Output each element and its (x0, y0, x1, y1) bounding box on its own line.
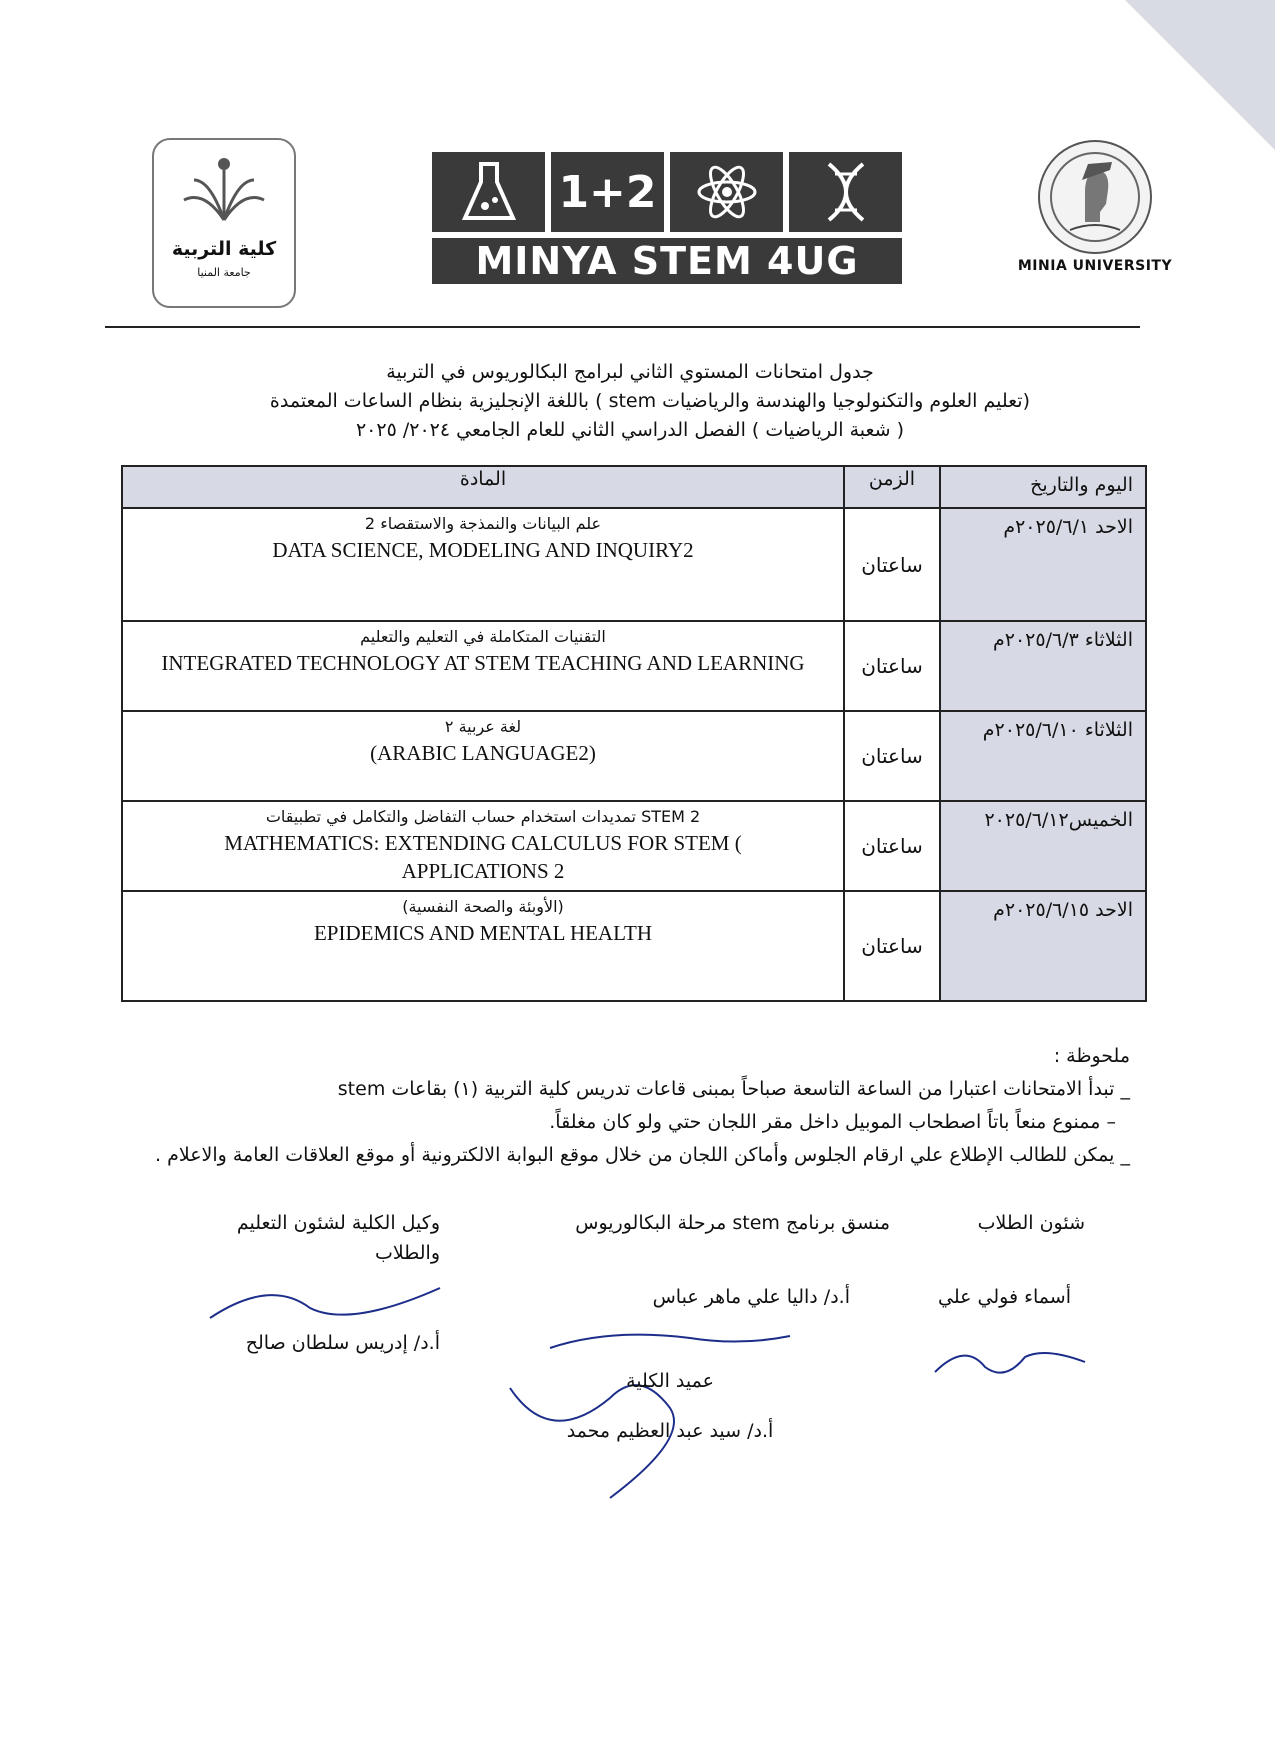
subject-english: MATHEMATICS: EXTENDING CALCULUS FOR STEM ( APPLICATIONS 2 (224, 831, 742, 883)
signature-name: أ.د/ داليا علي ماهر عباس (652, 1286, 850, 1308)
signature-coordinator (490, 1208, 890, 1312)
subject-english: INTEGRATED TECHNOLOGY AT STEM TEACHING AND LEARNING (161, 651, 805, 675)
atom-icon (670, 152, 783, 232)
subject-cell (122, 621, 844, 711)
signature-name: أ.د/ سيد عبد العظيم محمد (566, 1420, 774, 1442)
duration: ساعتان (861, 834, 923, 858)
time-cell (844, 621, 940, 711)
dna-icon (789, 152, 902, 232)
signature-dean (540, 1366, 800, 1446)
duration: ساعتان (861, 654, 923, 678)
university-seal-icon (1038, 140, 1152, 254)
title-line-3: ( شعبة الرياضيات ) الفصل الدراسي الثاني للعام الجامعي ٢٠٢٤/ ٢٠٢٥ (355, 419, 905, 441)
date-cell: الثلاثاء ٢٠٢٥/٦/١٠م (940, 711, 1146, 801)
title-line-1: جدول امتحانات المستوي الثاني لبرامج البكالوريوس في التربية (386, 361, 874, 383)
time-cell (844, 801, 940, 891)
note-item: – ممنوع منعاً باتاً اصطحاب الموبيل داخل مقر اللجان حتي ولو كان مغلقاً. (549, 1111, 1116, 1133)
faculty-logo (152, 138, 296, 308)
exam-schedule-table (121, 465, 1147, 1002)
signature-name: أسماء فولي علي (938, 1286, 1071, 1308)
faculty-logo-university: جامعة المنيا (197, 266, 251, 279)
date-cell: الثلاثاء ٢٠٢٥/٦/٣م (940, 621, 1146, 711)
university-caption: MINIA UNIVERSITY (1017, 258, 1173, 274)
signature-title: شئون الطلاب (977, 1212, 1085, 1234)
faculty-logo-name: كلية التربية (171, 238, 277, 260)
time-cell (844, 508, 940, 621)
subject-cell (122, 711, 844, 801)
document-titles (150, 358, 1110, 445)
subject-cell (122, 801, 844, 891)
stem-banner (432, 152, 902, 284)
duration: ساعتان (861, 552, 923, 577)
table-row (122, 801, 1146, 891)
header-subject: المادة (122, 466, 844, 508)
subject-arabic: لغة عربية ٢ (444, 717, 522, 736)
table-row (122, 891, 1146, 1001)
notes-section (150, 1040, 1130, 1172)
header-date: اليوم والتاريخ (940, 466, 1146, 508)
stem-number: 1+2 (551, 152, 664, 232)
signature-vice-dean (190, 1208, 440, 1358)
subject-cell (122, 508, 844, 621)
folded-corner (1125, 0, 1275, 150)
signature-title: منسق برنامج stem مرحلة البكالوريوس (575, 1212, 890, 1234)
note-item: _ يمكن للطالب الإطلاع علي ارقام الجلوس وأماكن اللجان من خلال موقع البوابة الالكترونية أو موقع العلاقات العامة والاعلام . (155, 1144, 1130, 1166)
date-cell: الخميس٢٠٢٥/٦/١٢ (940, 801, 1146, 891)
note-item: _ تبدأ الامتحانات اعتبارا من الساعة التاسعة صباحاً بمبنى قاعات تدريس كلية التربية (١) بقاعات stem (337, 1078, 1130, 1100)
handwritten-signature-icon (190, 1268, 450, 1338)
title-line-2: (تعليم العلوم والتكنولوجيا والهندسة والرياضيات stem ) باللغة الإنجليزية بنظام الساعات المعتمدة (269, 390, 1030, 412)
subject-english: EPIDEMICS AND MENTAL HEALTH (313, 921, 652, 945)
table-row (122, 508, 1146, 621)
header-time: الزمن (844, 466, 940, 508)
handwritten-signature-icon (925, 1332, 1095, 1392)
subject-english: DATA SCIENCE, MODELING AND INQUIRY2 (272, 538, 694, 562)
signature-title: عميد الكلية (626, 1370, 714, 1392)
date-cell: الاحد ٢٠٢٥/٦/١٥م (940, 891, 1146, 1001)
header-divider (105, 326, 1140, 328)
duration: ساعتان (861, 744, 923, 768)
time-cell (844, 711, 940, 801)
subject-arabic: التقنيات المتكاملة في التعليم والتعليم (360, 627, 606, 646)
flask-icon (432, 152, 545, 232)
subject-arabic: علم البيانات والنمذجة والاستقصاء 2 (364, 514, 602, 533)
subject-cell (122, 891, 844, 1001)
signature-name: أ.د/ إدريس سلطان صالح (245, 1332, 440, 1354)
table-row (122, 711, 1146, 801)
signature-students-affairs (935, 1208, 1085, 1312)
minia-university-logo (1010, 140, 1180, 280)
table-row (122, 621, 1146, 711)
duration: ساعتان (861, 934, 923, 958)
signature-title: وكيل الكلية لشئون التعليم والطلاب (236, 1212, 440, 1264)
open-book-icon (174, 150, 274, 228)
table-header-row (122, 466, 1146, 508)
stem-banner-text: MINYA STEM 4UG (432, 238, 902, 284)
subject-english: (ARABIC LANGUAGE2) (370, 741, 596, 765)
time-cell (844, 891, 940, 1001)
date-cell: الاحد ٢٠٢٥/٦/١م (940, 508, 1146, 621)
subject-arabic: (الأوبئة والصحة النفسية) (402, 897, 564, 916)
subject-arabic: STEM 2 تمديدات استخدام حساب التفاضل والتكامل في تطبيقات (265, 807, 701, 826)
notes-heading: ملحوظة : (1053, 1045, 1130, 1067)
